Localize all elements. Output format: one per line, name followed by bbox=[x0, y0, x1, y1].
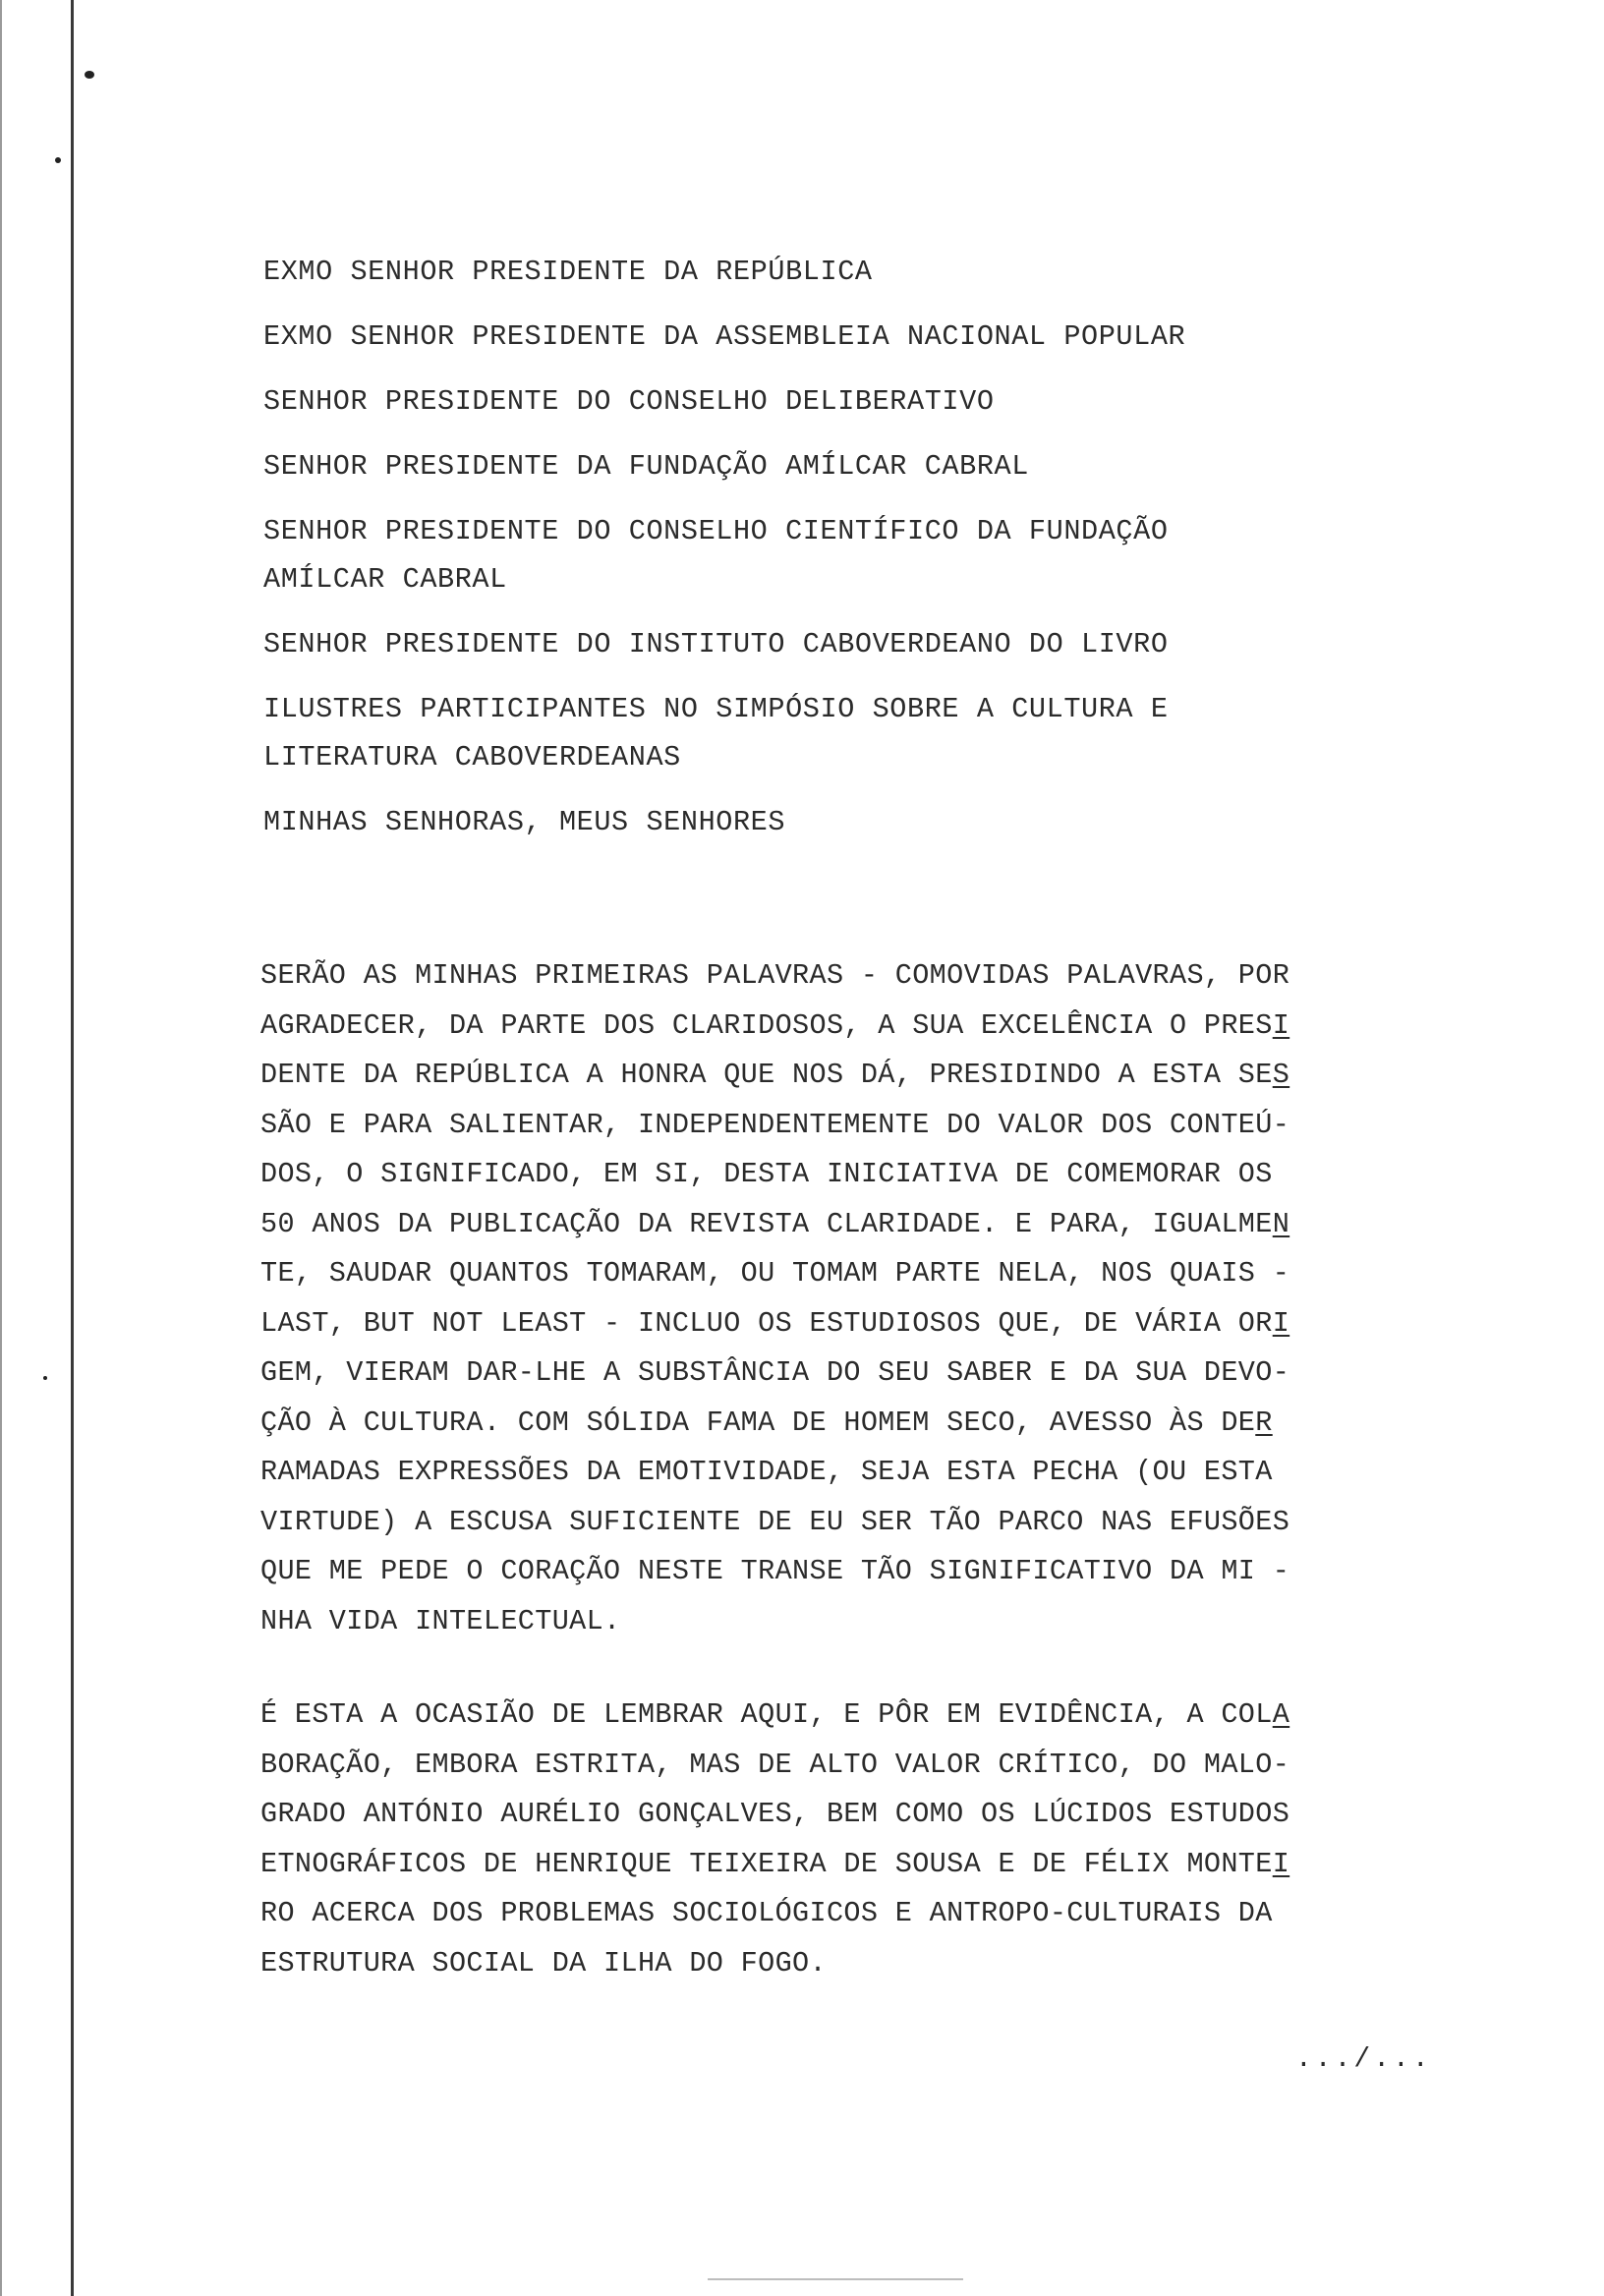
salutation-text: ILUSTRES PARTICIPANTES NO SIMPÓSIO SOBRE A CULTURA E bbox=[263, 693, 1169, 725]
left-margin-rule bbox=[71, 0, 74, 2296]
line-text: 50 ANOS DA PUBLICAÇÃO DA REVISTA CLARIDADE. E PARA, IGUALME bbox=[260, 1207, 1273, 1240]
scan-edge-line bbox=[0, 0, 2, 2296]
line-text: ÇÃO À CULTURA. COM SÓLIDA FAMA DE HOMEM SECO, AVESSO ÀS DE bbox=[260, 1406, 1256, 1439]
line-text: QUE ME PEDE O CORAÇÃO NESTE TRANSE TÃO SIGNIFICATIVO DA MI - bbox=[260, 1555, 1290, 1587]
line-text: BORAÇÃO, EMBORA ESTRITA, MAS DE ALTO VALOR CRÍTICO, DO MALO- bbox=[260, 1748, 1290, 1781]
line-text: ETNOGRÁFICOS DE HENRIQUE TEIXEIRA DE SOUSA E DE FÉLIX MONTE bbox=[260, 1847, 1273, 1880]
text-line bbox=[260, 1741, 1440, 1791]
text-line bbox=[260, 1597, 1440, 1647]
underlined-letter: S bbox=[1272, 1059, 1290, 1091]
line-text: LAST, BUT NOT LEAST - INCLUO OS ESTUDIOSOS QUE, DE VÁRIA OR bbox=[260, 1306, 1273, 1340]
salutation-line bbox=[263, 685, 1443, 781]
line-text: AGRADECER, DA PARTE DOS CLARIDOSOS, A SUA EXCELÊNCIA O PRES bbox=[260, 1008, 1273, 1042]
underlined-letter: N bbox=[1272, 1207, 1290, 1240]
text-line bbox=[260, 1249, 1440, 1299]
salutation-text: SENHOR PRESIDENTE DA FUNDAÇÃO AMÍLCAR CABRAL bbox=[263, 450, 1029, 483]
line-text: RO ACERCA DOS PROBLEMAS SOCIOLÓGICOS E ANTROPO-CULTURAIS DA bbox=[260, 1897, 1273, 1929]
line-text: RAMADAS EXPRESSÕES DA EMOTIVIDADE, SEJA ESTA PECHA (OU ESTA bbox=[260, 1456, 1273, 1488]
text-line bbox=[260, 951, 1440, 1002]
text-line bbox=[260, 1790, 1440, 1840]
text-line bbox=[260, 1349, 1440, 1399]
scan-bottom-strip bbox=[708, 2278, 963, 2280]
text-line bbox=[260, 1547, 1440, 1597]
underlined-letter: I bbox=[1272, 1306, 1290, 1340]
salutation-line bbox=[263, 442, 1443, 490]
line-text: SERÃO AS MINHAS PRIMEIRAS PALAVRAS - COMOVIDAS PALAVRAS, POR bbox=[260, 959, 1290, 992]
salutation-text: SENHOR PRESIDENTE DO INSTITUTO CABOVERDEANO DO LIVRO bbox=[263, 628, 1169, 660]
salutation-line bbox=[263, 507, 1443, 603]
text-line bbox=[260, 1691, 1440, 1741]
salutation-text: EXMO SENHOR PRESIDENTE DA ASSEMBLEIA NACIONAL POPULAR bbox=[263, 320, 1186, 353]
underlined-letter: R bbox=[1255, 1406, 1273, 1439]
line-text: DOS, O SIGNIFICADO, EM SI, DESTA INICIATIVA DE COMEMORAR OS bbox=[260, 1158, 1273, 1190]
line-text: ESTRUTURA SOCIAL DA ILHA DO FOGO. bbox=[260, 1946, 827, 1980]
salutation-text: LITERATURA CABOVERDEANAS bbox=[263, 741, 681, 774]
line-text: TE, SAUDAR QUANTOS TOMARAM, OU TOMAM PARTE NELA, NOS QUAIS - bbox=[260, 1257, 1290, 1290]
text-line bbox=[260, 1150, 1440, 1200]
salutation-text: SENHOR PRESIDENTE DO CONSELHO CIENTÍFICO DA FUNDAÇÃO bbox=[263, 515, 1169, 547]
salutation-text: SENHOR PRESIDENTE DO CONSELHO DELIBERATIVO bbox=[263, 385, 995, 418]
underlined-letter: I bbox=[1272, 1008, 1290, 1042]
salutation-text: MINHAS SENHORAS, MEUS SENHORES bbox=[263, 806, 786, 838]
salutation-text: AMÍLCAR CABRAL bbox=[263, 563, 507, 596]
text-line bbox=[260, 1399, 1440, 1449]
salutation-text: EXMO SENHOR PRESIDENTE DA REPÚBLICA bbox=[263, 256, 873, 288]
scan-speck bbox=[85, 71, 94, 79]
line-text: NHA VIDA INTELECTUAL. bbox=[260, 1604, 621, 1637]
line-text: DENTE DA REPÚBLICA A HONRA QUE NOS DÁ, PRESIDINDO A ESTA SE bbox=[260, 1059, 1273, 1091]
text-line bbox=[260, 1299, 1440, 1349]
text-line bbox=[260, 1939, 1440, 1989]
salutation-line bbox=[263, 313, 1443, 361]
scan-speck bbox=[43, 1376, 47, 1380]
continuation-mark: .../... bbox=[1295, 2044, 1432, 2075]
text-line bbox=[260, 1498, 1440, 1548]
text-line bbox=[260, 1101, 1440, 1151]
salutation-line bbox=[263, 798, 1443, 846]
text-line bbox=[260, 1051, 1440, 1101]
underlined-letter: A bbox=[1272, 1698, 1290, 1731]
scan-speck bbox=[55, 157, 61, 163]
text-line bbox=[260, 1002, 1440, 1052]
text-line bbox=[260, 1200, 1440, 1250]
line-text: VIRTUDE) A ESCUSA SUFICIENTE DE EU SER TÃO PARCO NAS EFUSÕES bbox=[260, 1505, 1290, 1538]
text-line bbox=[260, 1448, 1440, 1498]
salutations-block bbox=[263, 248, 1443, 863]
underlined-letter: I bbox=[1272, 1847, 1290, 1880]
paragraph-2 bbox=[260, 1691, 1440, 1988]
line-text: É ESTA A OCASIÃO DE LEMBRAR AQUI, E PÔR EM EVIDÊNCIA, A COL bbox=[260, 1698, 1273, 1731]
line-text: GRADO ANTÓNIO AURÉLIO GONÇALVES, BEM COMO OS LÚCIDOS ESTUDOS bbox=[260, 1798, 1290, 1830]
line-text: SÃO E PARA SALIENTAR, INDEPENDENTEMENTE DO VALOR DOS CONTEÚ- bbox=[260, 1108, 1290, 1141]
salutation-line bbox=[263, 620, 1443, 668]
paragraph-1 bbox=[260, 951, 1440, 1646]
text-line bbox=[260, 1889, 1440, 1939]
salutation-line bbox=[263, 248, 1443, 296]
line-text: GEM, VIERAM DAR-LHE A SUBSTÂNCIA DO SEU SABER E DA SUA DEVO- bbox=[260, 1356, 1290, 1389]
text-line bbox=[260, 1840, 1440, 1890]
salutation-line bbox=[263, 377, 1443, 426]
